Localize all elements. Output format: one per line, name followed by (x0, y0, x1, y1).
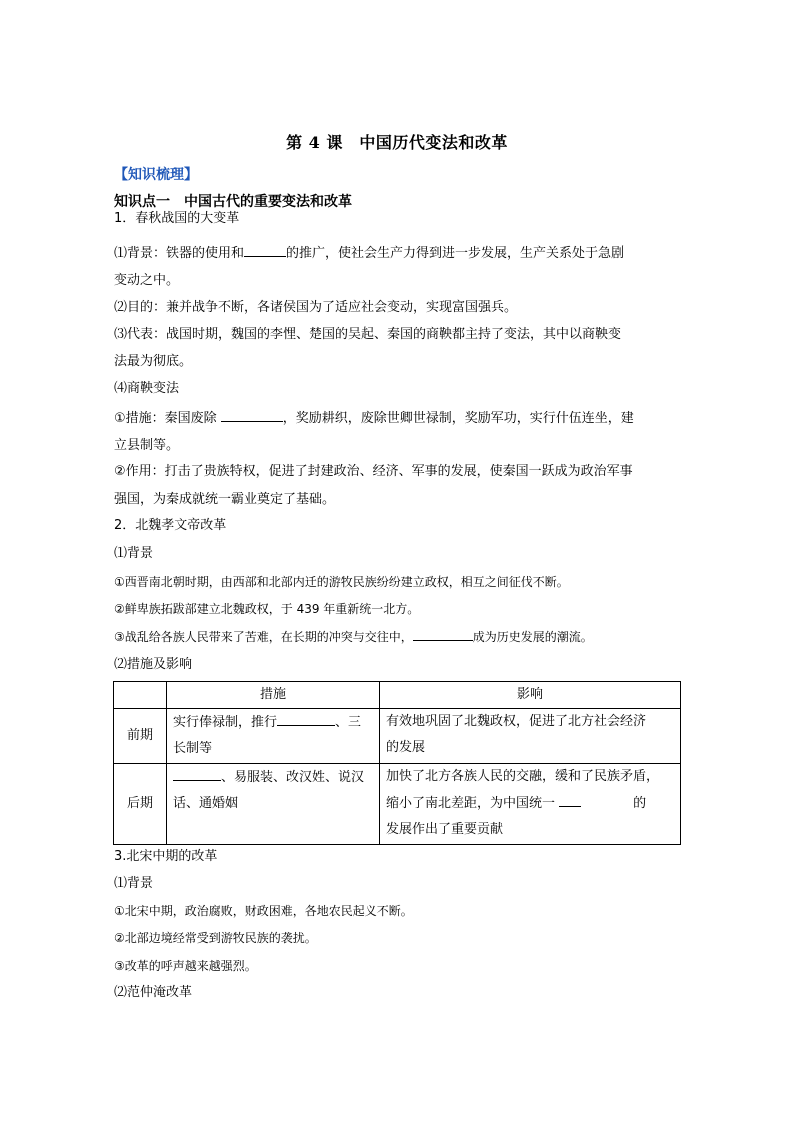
late-measure-cell (167, 764, 380, 845)
late-impact-cell (380, 764, 681, 845)
fill-blank (244, 240, 286, 257)
text: 、三 (335, 715, 362, 730)
s2-background-heading: ⑴背景 (114, 546, 154, 561)
text: 的 (633, 796, 647, 811)
table-corner-cell (114, 682, 167, 709)
fill-blank (559, 790, 581, 807)
s1-measures-line-1 (114, 405, 682, 432)
s1-representative-line-2: 法最为彻底。 (114, 354, 193, 369)
table-header-measure: 措施 (167, 682, 380, 709)
s1-background-line-1 (114, 240, 682, 267)
late-impact-line-3: 发展作出了重要贡献 (386, 822, 504, 837)
section-3-heading: 3.北宋中期的改革 (114, 849, 218, 864)
text: 的推广，使社会生产力得到进一步发展，生产关系处于急剧 (286, 246, 625, 261)
late-impact-line-2 (386, 790, 674, 817)
text: ①措施：秦国废除 (114, 411, 217, 426)
early-impact-cell (380, 709, 681, 764)
s2-measures-heading: ⑵措施及影响 (114, 657, 193, 672)
table-header-impact: 影响 (380, 682, 681, 709)
s3-background-3: ③改革的呼声越来越强烈。 (114, 959, 257, 973)
table-row (114, 764, 681, 845)
s1-background-line-2: 变动之中。 (114, 273, 180, 288)
section-2-heading: 2．北魏孝文帝改革 (114, 518, 227, 533)
s2-background-1: ①西晋南北朝时期，由西部和北部内迁的游牧民族纷纷建立政权，相互之间征伐不断。 (114, 575, 569, 589)
text: 、易服装、改汉姓、说汉 (221, 770, 365, 785)
s1-representative-line-1: ⑶代表：战国时期，魏国的李悝、楚国的吴起、秦国的商鞅都主持了变法，其中以商鞅变 (114, 327, 622, 342)
early-measure-line-2: 长制等 (173, 741, 213, 756)
s3-background-1: ①北宋中期，政治腐败，财政困难，各地农民起义不断。 (114, 904, 413, 918)
s3-background-heading: ⑴背景 (114, 876, 154, 891)
s3-background-2: ②北部边境经常受到游牧民族的袭扰。 (114, 931, 317, 945)
period-late: 后期 (114, 764, 167, 845)
early-impact-line-1: 有效地巩固了北魏政权，促进了北方社会经济 (386, 714, 647, 729)
section-1-heading: 1．春秋战国的大变革 (114, 211, 240, 226)
s2-background-3 (114, 624, 682, 650)
late-measure-line-2: 话、通婚姻 (173, 796, 239, 811)
s1-effect-line-1: ②作用：打击了贵族特权，促进了封建政治、经济、军事的发展，使秦国一跃成为政治军事 (114, 464, 633, 479)
fill-blank (173, 764, 221, 781)
early-impact-line-2: 的发展 (386, 740, 426, 755)
text: 实行俸禄制，推行 (173, 715, 278, 730)
text: ⑴背景：铁器的使用和 (114, 246, 245, 261)
fill-blank (413, 624, 473, 641)
text: ，奖励耕织，废除世卿世禄制，奖励军功，实行什伍连坐，建 (282, 411, 634, 426)
page-title: 第 4 课 中国历代变法和改革 (286, 133, 508, 152)
early-measure-line-1 (173, 709, 373, 736)
text: 成为历史发展的潮流。 (472, 630, 593, 644)
late-impact-line-1: 加快了北方各族人民的交融，缓和了民族矛盾， (386, 769, 660, 784)
reform-measures-table (113, 681, 681, 845)
text: ③战乱给各族人民带来了苦难，在长期的冲突与交往中， (114, 630, 413, 644)
s1-shang-heading: ⑷商鞅变法 (114, 381, 180, 396)
early-measure-cell (167, 709, 380, 764)
section-tag: 【知识梳理】 (114, 167, 198, 183)
period-early: 前期 (114, 709, 167, 764)
s2-background-2: ②鲜卑族拓跋部建立北魏政权，于 439 年重新统一北方。 (114, 602, 420, 616)
s3-fan-heading: ⑵范仲淹改革 (114, 985, 193, 1000)
s1-measures-line-2: 立县制等。 (114, 438, 180, 453)
late-measure-line-1 (173, 764, 373, 791)
fill-blank (221, 405, 283, 422)
fill-blank (277, 709, 335, 726)
table-row (114, 709, 681, 764)
s1-effect-line-2: 强国，为秦成就统一霸业奠定了基础。 (114, 492, 336, 507)
s1-purpose: ⑵目的：兼并战争不断，各诸侯国为了适应社会变动，实现富国强兵。 (114, 300, 518, 315)
knowledge-point-heading: 知识点一 中国古代的重要变法和改革 (114, 194, 352, 210)
table-header-row (114, 682, 681, 709)
text: 缩小了南北差距，为中国统一 (386, 796, 556, 811)
